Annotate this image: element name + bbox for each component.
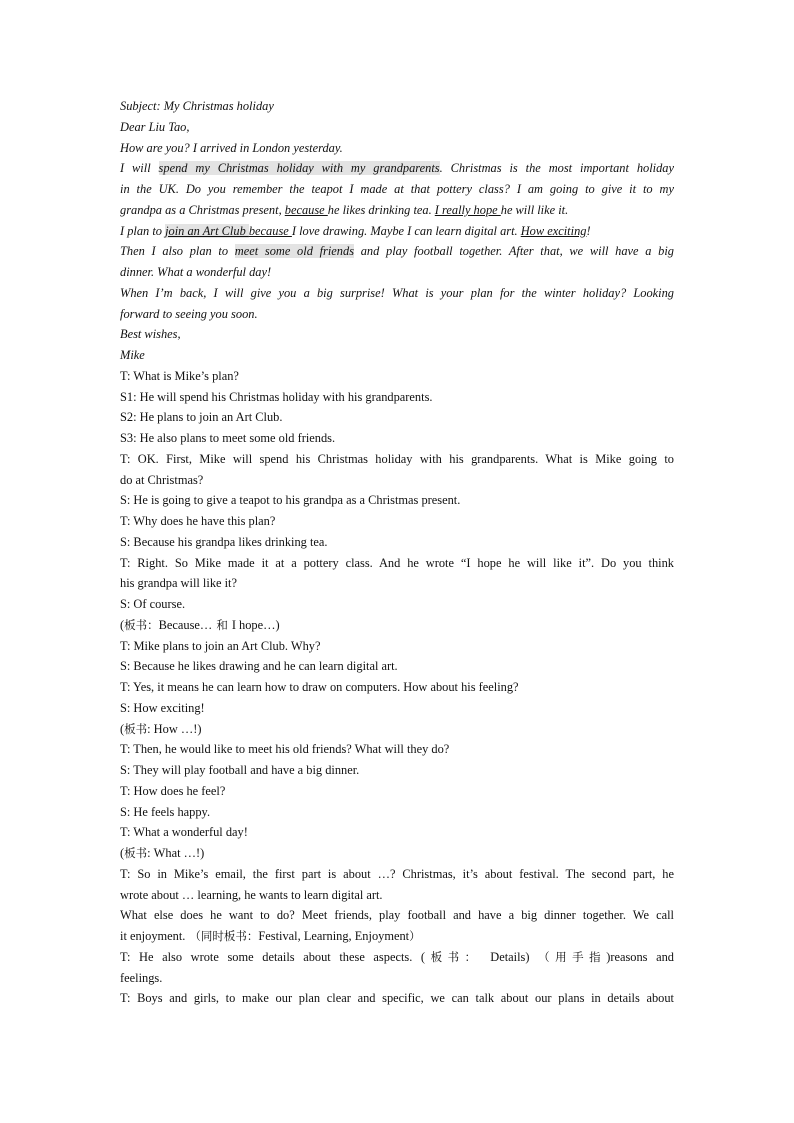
board-note-because-hope: (板书：Because… 和 I hope…) bbox=[120, 617, 280, 632]
dialogue-line: S: Of course. bbox=[120, 597, 186, 611]
email-paragraph-5-line-2: forward to seeing you soon. bbox=[120, 306, 258, 321]
board-note-how: (板书: How …!) bbox=[120, 721, 202, 736]
email-letter bbox=[120, 96, 674, 366]
classroom-dialogue bbox=[120, 366, 674, 1009]
email-paragraph-2-line-2: in the UK. Do you remember the teapot I made at that pottery class? I am going to give it to my bbox=[120, 182, 674, 196]
email-paragraph-5-line-1: When I’m back, I will give you a big surprise! What is your plan for the winter holiday? Looking bbox=[120, 285, 674, 300]
email-paragraph-3: I plan to join an Art Club because I love drawing. Maybe I can learn digital art. How exciting! bbox=[120, 223, 591, 238]
dialogue-line: T: What is Mike’s plan? bbox=[120, 368, 239, 383]
email-greeting: Dear Liu Tao, bbox=[120, 119, 190, 134]
dialogue-line: S: How exciting! bbox=[120, 700, 205, 715]
board-note-what: (板书: What …!) bbox=[120, 846, 205, 860]
dialogue-line: T: OK. First, Mike will spend his Christmas holiday with his grandparents. What is Mike going to bbox=[120, 451, 674, 466]
dialogue-line: T: Why does he have this plan? bbox=[120, 514, 276, 528]
dialogue-line: S: He is going to give a teapot to his grandpa as a Christmas present. bbox=[120, 493, 461, 508]
email-subject: Subject: My Christmas holiday bbox=[120, 99, 274, 113]
dialogue-line: T: Right. So Mike made it at a pottery class. And he wrote “I hope he will like it”. Do you think bbox=[120, 555, 674, 570]
dialogue-line: S1: He will spend his Christmas holiday with his grandparents. bbox=[120, 389, 433, 404]
underline-because-2: because bbox=[248, 223, 292, 238]
dialogue-line: S: They will play football and have a big dinner. bbox=[120, 763, 360, 777]
document-page bbox=[120, 96, 674, 1009]
email-paragraph-1: How are you? I arrived in London yesterday. bbox=[120, 140, 343, 155]
dialogue-line: do at Christmas? bbox=[120, 472, 204, 487]
dialogue-line: T: Then, he would like to meet his old friends? What will they do? bbox=[120, 742, 450, 757]
underline-i-really-hope: I really hope bbox=[434, 202, 501, 217]
email-paragraph-4-line-2: dinner. What a wonderful day! bbox=[120, 265, 272, 279]
dialogue-line: S3: He also plans to meet some old friends. bbox=[120, 431, 336, 445]
email-closing: Best wishes, bbox=[120, 327, 181, 342]
dialogue-line: T: How does he feel? bbox=[120, 783, 226, 798]
email-paragraph-2-line-3: grandpa as a Christmas present, because he likes drinking tea. I really hope he will like it. bbox=[120, 202, 569, 217]
dialogue-line: S: Because his grandpa likes drinking tea. bbox=[120, 534, 328, 549]
dialogue-line: T: Mike plans to join an Art Club. Why? bbox=[120, 638, 321, 653]
email-paragraph-4-line-1: Then I also plan to meet some old friends and play football together. After that, we will have a big bbox=[120, 244, 674, 259]
highlight-spend-christmas: spend my Christmas holiday with my grandparents bbox=[158, 161, 440, 176]
dialogue-line: T: So in Mike’s email, the first part is about …? Christmas, it’s about festival. The second part, he bbox=[120, 866, 674, 881]
email-paragraph-2-line-1: I will spend my Christmas holiday with my grandparents. Christmas is the most important holiday bbox=[120, 161, 674, 176]
dialogue-line: T: Yes, it means he can learn how to draw on computers. How about his feeling? bbox=[120, 680, 519, 694]
board-note-aspects: it enjoyment. （同时板书：Festival, Learning, Enjoyment） bbox=[120, 929, 421, 943]
dialogue-line: T: What a wonderful day! bbox=[120, 825, 248, 840]
email-signature: Mike bbox=[120, 348, 145, 362]
highlight-meet-old-friends: meet some old friends bbox=[234, 244, 355, 259]
underline-how-exciting: How exciting bbox=[520, 223, 587, 238]
dialogue-line: his grandpa will like it? bbox=[120, 576, 237, 591]
dialogue-line: feelings. bbox=[120, 970, 163, 985]
highlight-join-art-club: join an Art Club bbox=[165, 223, 249, 238]
dialogue-line: S2: He plans to join an Art Club. bbox=[120, 410, 283, 425]
underline-because: because bbox=[284, 202, 328, 217]
dialogue-line: T: Boys and girls, to make our plan clear and specific, we can talk about our plans in details about bbox=[120, 991, 674, 1006]
dialogue-line: wrote about … learning, he wants to learn digital art. bbox=[120, 887, 383, 902]
dialogue-line: What else does he want to do? Meet friends, play football and have a big dinner together. We call bbox=[120, 908, 674, 923]
dialogue-line: S: Because he likes drawing and he can learn digital art. bbox=[120, 659, 398, 674]
board-note-details: T: He also wrote some details about these aspects. (板书： Details) （用手指)reasons and bbox=[120, 949, 674, 964]
dialogue-line: S: He feels happy. bbox=[120, 804, 211, 819]
